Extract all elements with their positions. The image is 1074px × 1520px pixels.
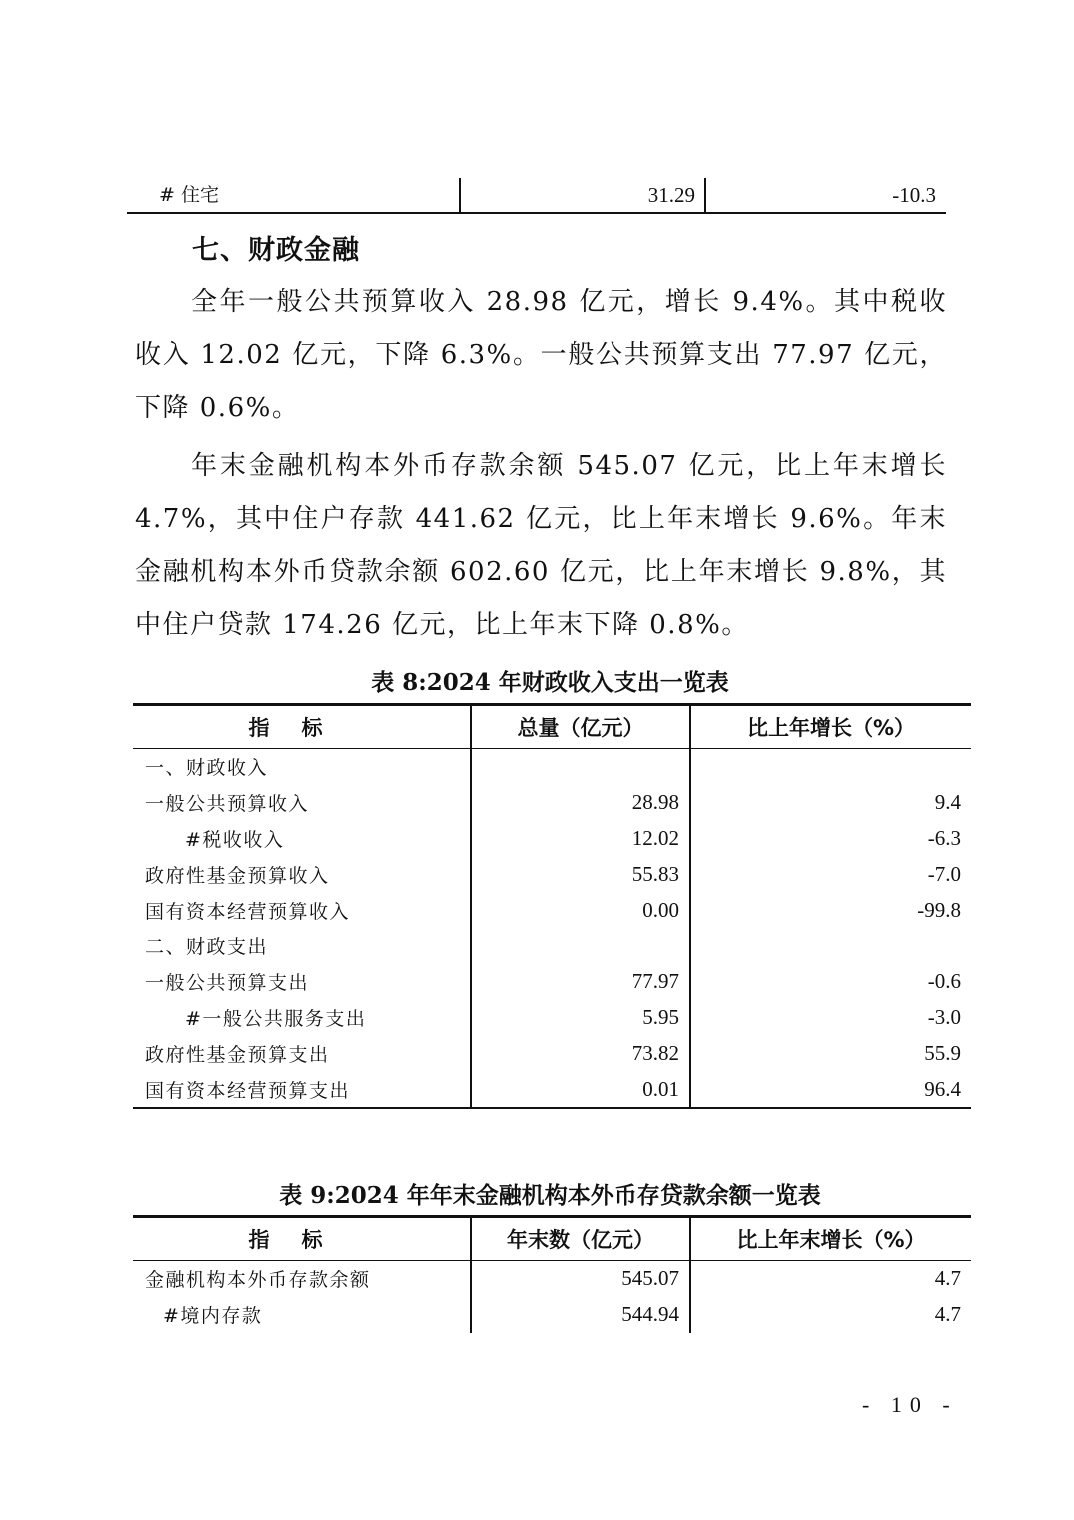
header-total: 总量（亿元） xyxy=(471,705,690,749)
table9-header-row xyxy=(133,1217,971,1261)
row-value: 545.07 xyxy=(471,1261,690,1297)
row-label: 政府性基金预算支出 xyxy=(145,1043,330,1066)
table-row xyxy=(133,1035,971,1071)
row-label: #境内存款 xyxy=(163,1305,263,1328)
row-value: 28.98 xyxy=(471,785,690,821)
header-indicator: 指标 xyxy=(248,1228,355,1252)
table-row xyxy=(133,1297,971,1333)
table8-caption: 表 8:2024 年财政收入支出一览表 xyxy=(371,669,729,696)
row-value: 5.95 xyxy=(471,1000,690,1036)
row-growth: -0.6 xyxy=(690,964,971,1000)
row-growth: -3.0 xyxy=(690,1000,971,1036)
table-row xyxy=(133,749,971,785)
row-label: 一般公共预算支出 xyxy=(145,972,310,995)
row-label: 金融机构本外币存款余额 xyxy=(145,1269,371,1292)
row-growth: 96.4 xyxy=(690,1071,971,1108)
row-growth xyxy=(690,749,971,785)
row-value: 0.01 xyxy=(471,1071,690,1108)
row-value xyxy=(471,928,690,964)
row-growth: -7.0 xyxy=(690,856,971,892)
row-label: 国有资本经营预算收入 xyxy=(145,900,351,923)
row-value: 55.83 xyxy=(471,856,690,892)
row-value: 77.97 xyxy=(471,964,690,1000)
page-number: - 10 - xyxy=(862,1392,958,1417)
table-row xyxy=(133,964,971,1000)
row-value: 12.02 xyxy=(471,821,690,857)
row-label: 一、财政收入 xyxy=(145,757,269,780)
row-label: # 住宅 xyxy=(159,184,219,206)
row-value: 544.94 xyxy=(471,1297,690,1333)
table-row-residential xyxy=(127,178,946,214)
header-yearend: 年末数（亿元） xyxy=(471,1217,690,1261)
table8-header-row xyxy=(133,705,971,749)
table-row xyxy=(133,821,971,857)
row-value: 31.29 xyxy=(459,178,705,212)
table8 xyxy=(133,703,971,1109)
row-growth: 4.7 xyxy=(690,1261,971,1297)
row-value xyxy=(471,749,690,785)
row-label: 二、财政支出 xyxy=(145,936,269,959)
row-growth: -99.8 xyxy=(690,892,971,928)
row-label: #税收收入 xyxy=(185,828,285,851)
row-growth: 4.7 xyxy=(690,1297,971,1333)
row-value: 73.82 xyxy=(471,1035,690,1071)
header-growth: 比上年增长（%） xyxy=(690,705,971,749)
paragraph-finance: 年末金融机构本外币存款余额 545.07 亿元，比上年末增长 4.7%，其中住户存款 441.62 亿元，比上年末增长 9.6%。年末金融机构本外币贷款余额 602.60 亿元，比上年末增长 9.8%，其中住户贷款 174.26 亿元，比上年末下降 0.8%。 xyxy=(135,451,947,640)
row-value: 0.00 xyxy=(471,892,690,928)
row-growth: 9.4 xyxy=(690,785,971,821)
row-label: 政府性基金预算收入 xyxy=(145,864,330,887)
section-heading: 七、财政金融 xyxy=(192,235,360,266)
row-growth: -10.3 xyxy=(704,178,946,212)
row-label: 一般公共预算收入 xyxy=(145,793,310,816)
header-indicator: 指标 xyxy=(248,716,355,740)
table9 xyxy=(133,1215,971,1333)
table-row xyxy=(133,928,971,964)
row-label: 国有资本经营预算支出 xyxy=(145,1079,351,1102)
table-row xyxy=(133,785,971,821)
table9-caption: 表 9:2024 年年末金融机构本外币存贷款余额一览表 xyxy=(279,1182,821,1209)
table-row xyxy=(133,1261,971,1297)
table-row xyxy=(133,892,971,928)
table-row xyxy=(133,1071,971,1108)
row-label: #一般公共服务支出 xyxy=(185,1007,367,1030)
table-row xyxy=(133,1000,971,1036)
header-growth: 比上年末增长（%） xyxy=(690,1217,971,1261)
paragraph-fiscal: 全年一般公共预算收入 28.98 亿元，增长 9.4%。其中税收收入 12.02 亿元，下降 6.3%。一般公共预算支出 77.97 亿元，下降 0.6%。 xyxy=(135,287,947,423)
row-growth: 55.9 xyxy=(690,1035,971,1071)
row-growth: -6.3 xyxy=(690,821,971,857)
table-row xyxy=(133,856,971,892)
row-growth xyxy=(690,928,971,964)
